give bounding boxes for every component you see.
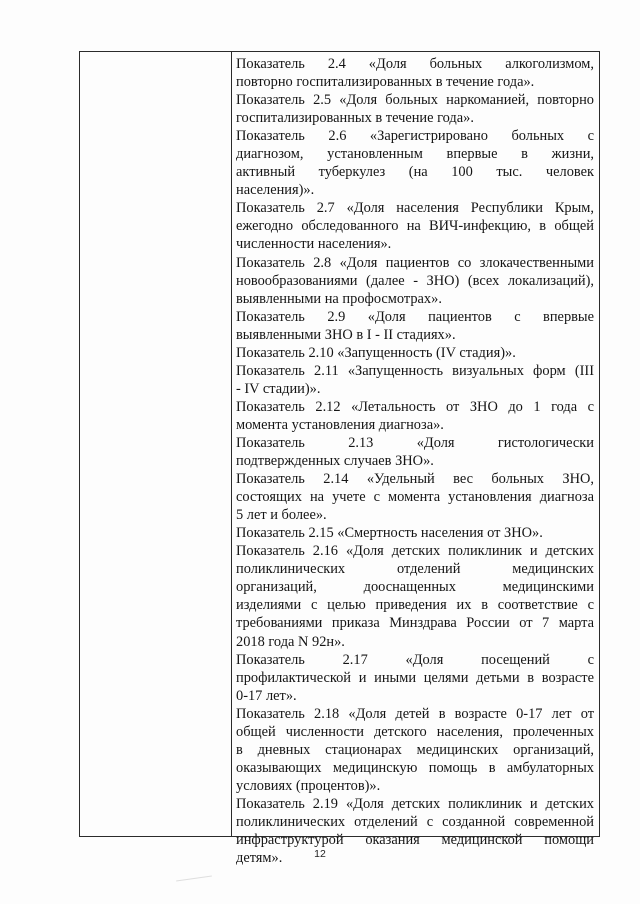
- text-line: новообразованиями (далее - ЗНО) (всех локализаций),: [236, 272, 594, 289]
- text-line: Показатель 2.13 «Доля гистологически: [236, 434, 594, 451]
- text-line: состоящих на учете с момента установления диагноза: [236, 489, 594, 506]
- page-number: 12: [314, 848, 326, 860]
- text-line: организаций, дооснащенных медицинскими: [236, 579, 594, 596]
- text-line: выявленными на профосмотрах».: [236, 290, 442, 307]
- text-line: Показатель 2.7 «Доля населения Республики Крым,: [236, 200, 594, 217]
- text-line: подтвержденных случаев ЗНО».: [236, 453, 434, 470]
- scan-artifact: [176, 875, 212, 881]
- text-line: Показатель 2.15 «Смертность населения от ЗНО».: [236, 525, 543, 542]
- text-line: Показатель 2.8 «Доля пациентов со злокачественными: [236, 254, 594, 271]
- text-line: требованиями приказа Минздрава России от 7 марта: [236, 615, 594, 632]
- text-line: диагнозом, установленным впервые в жизни,: [236, 146, 594, 163]
- text-line: поликлинических отделений медицинских: [236, 561, 594, 578]
- indicator-list-cell: [236, 55, 594, 867]
- text-line: населения)».: [236, 182, 315, 199]
- text-line: ежегодно обследованного на ВИЧ-инфекцию, в общей: [236, 218, 594, 235]
- text-line: Показатель 2.4 «Доля больных алкоголизмом,: [236, 56, 594, 72]
- text-line: Показатель 2.5 «Доля больных наркоманией, повторно: [236, 92, 594, 109]
- text-line: момента установления диагноза».: [236, 416, 444, 433]
- indicator-table: [79, 51, 600, 867]
- text-line: численности населения».: [236, 236, 392, 253]
- text-line: 0-17 лет».: [236, 687, 297, 704]
- text-line: Показатель 2.14 «Удельный вес больных ЗНО,: [236, 471, 594, 488]
- text-line: Показатель 2.16 «Доля детских поликлиник и детских: [236, 543, 594, 560]
- text-line: детям».: [236, 850, 283, 867]
- text-line: Показатель 2.11 «Запущенность визуальных форм (III: [236, 362, 594, 379]
- text-line: инфраструктурой оказания медицинской помощи: [236, 832, 594, 849]
- text-line: госпитализированных в течение года».: [236, 110, 474, 127]
- text-line: профилактической и иными целями детьми в возрасте: [236, 669, 594, 686]
- text-line: общей численности детского населения, пролеченных: [236, 723, 594, 740]
- text-line: Показатель 2.17 «Доля посещений с: [236, 651, 594, 668]
- text-line: изделиями с целью приведения их в соответствие с: [236, 597, 594, 614]
- text-line: Показатель 2.6 «Зарегистрировано больных с: [236, 128, 594, 145]
- text-line: условиях (процентов)».: [236, 777, 381, 794]
- text-line: повторно госпитализированных в течение года».: [236, 74, 535, 91]
- text-line: в дневных стационарах медицинских организаций,: [236, 741, 594, 758]
- text-line: поликлинических отделений с созданной современной: [236, 813, 594, 830]
- text-line: Показатель 2.19 «Доля детских поликлиник и детских: [236, 795, 594, 812]
- column-divider: [231, 52, 232, 836]
- text-line: выявленными ЗНО в I - II стадиях».: [236, 326, 456, 343]
- text-line: оказывающих медицинскую помощь в амбулаторных: [236, 759, 594, 776]
- text-line: Показатель 2.9 «Доля пациентов с впервые: [236, 308, 594, 325]
- text-line: 5 лет и более».: [236, 507, 327, 524]
- text-line: Показатель 2.18 «Доля детей в возрасте 0-17 лет от: [236, 705, 594, 722]
- text-line: Показатель 2.12 «Летальность от ЗНО до 1 года с: [236, 398, 594, 415]
- text-line: Показатель 2.10 «Запущенность (IV стадия)».: [236, 344, 516, 361]
- text-line: - IV стадии)».: [236, 380, 321, 397]
- text-line: активный туберкулез (на 100 тыс. человек: [236, 164, 594, 181]
- text-line: 2018 года N 92н».: [236, 633, 345, 650]
